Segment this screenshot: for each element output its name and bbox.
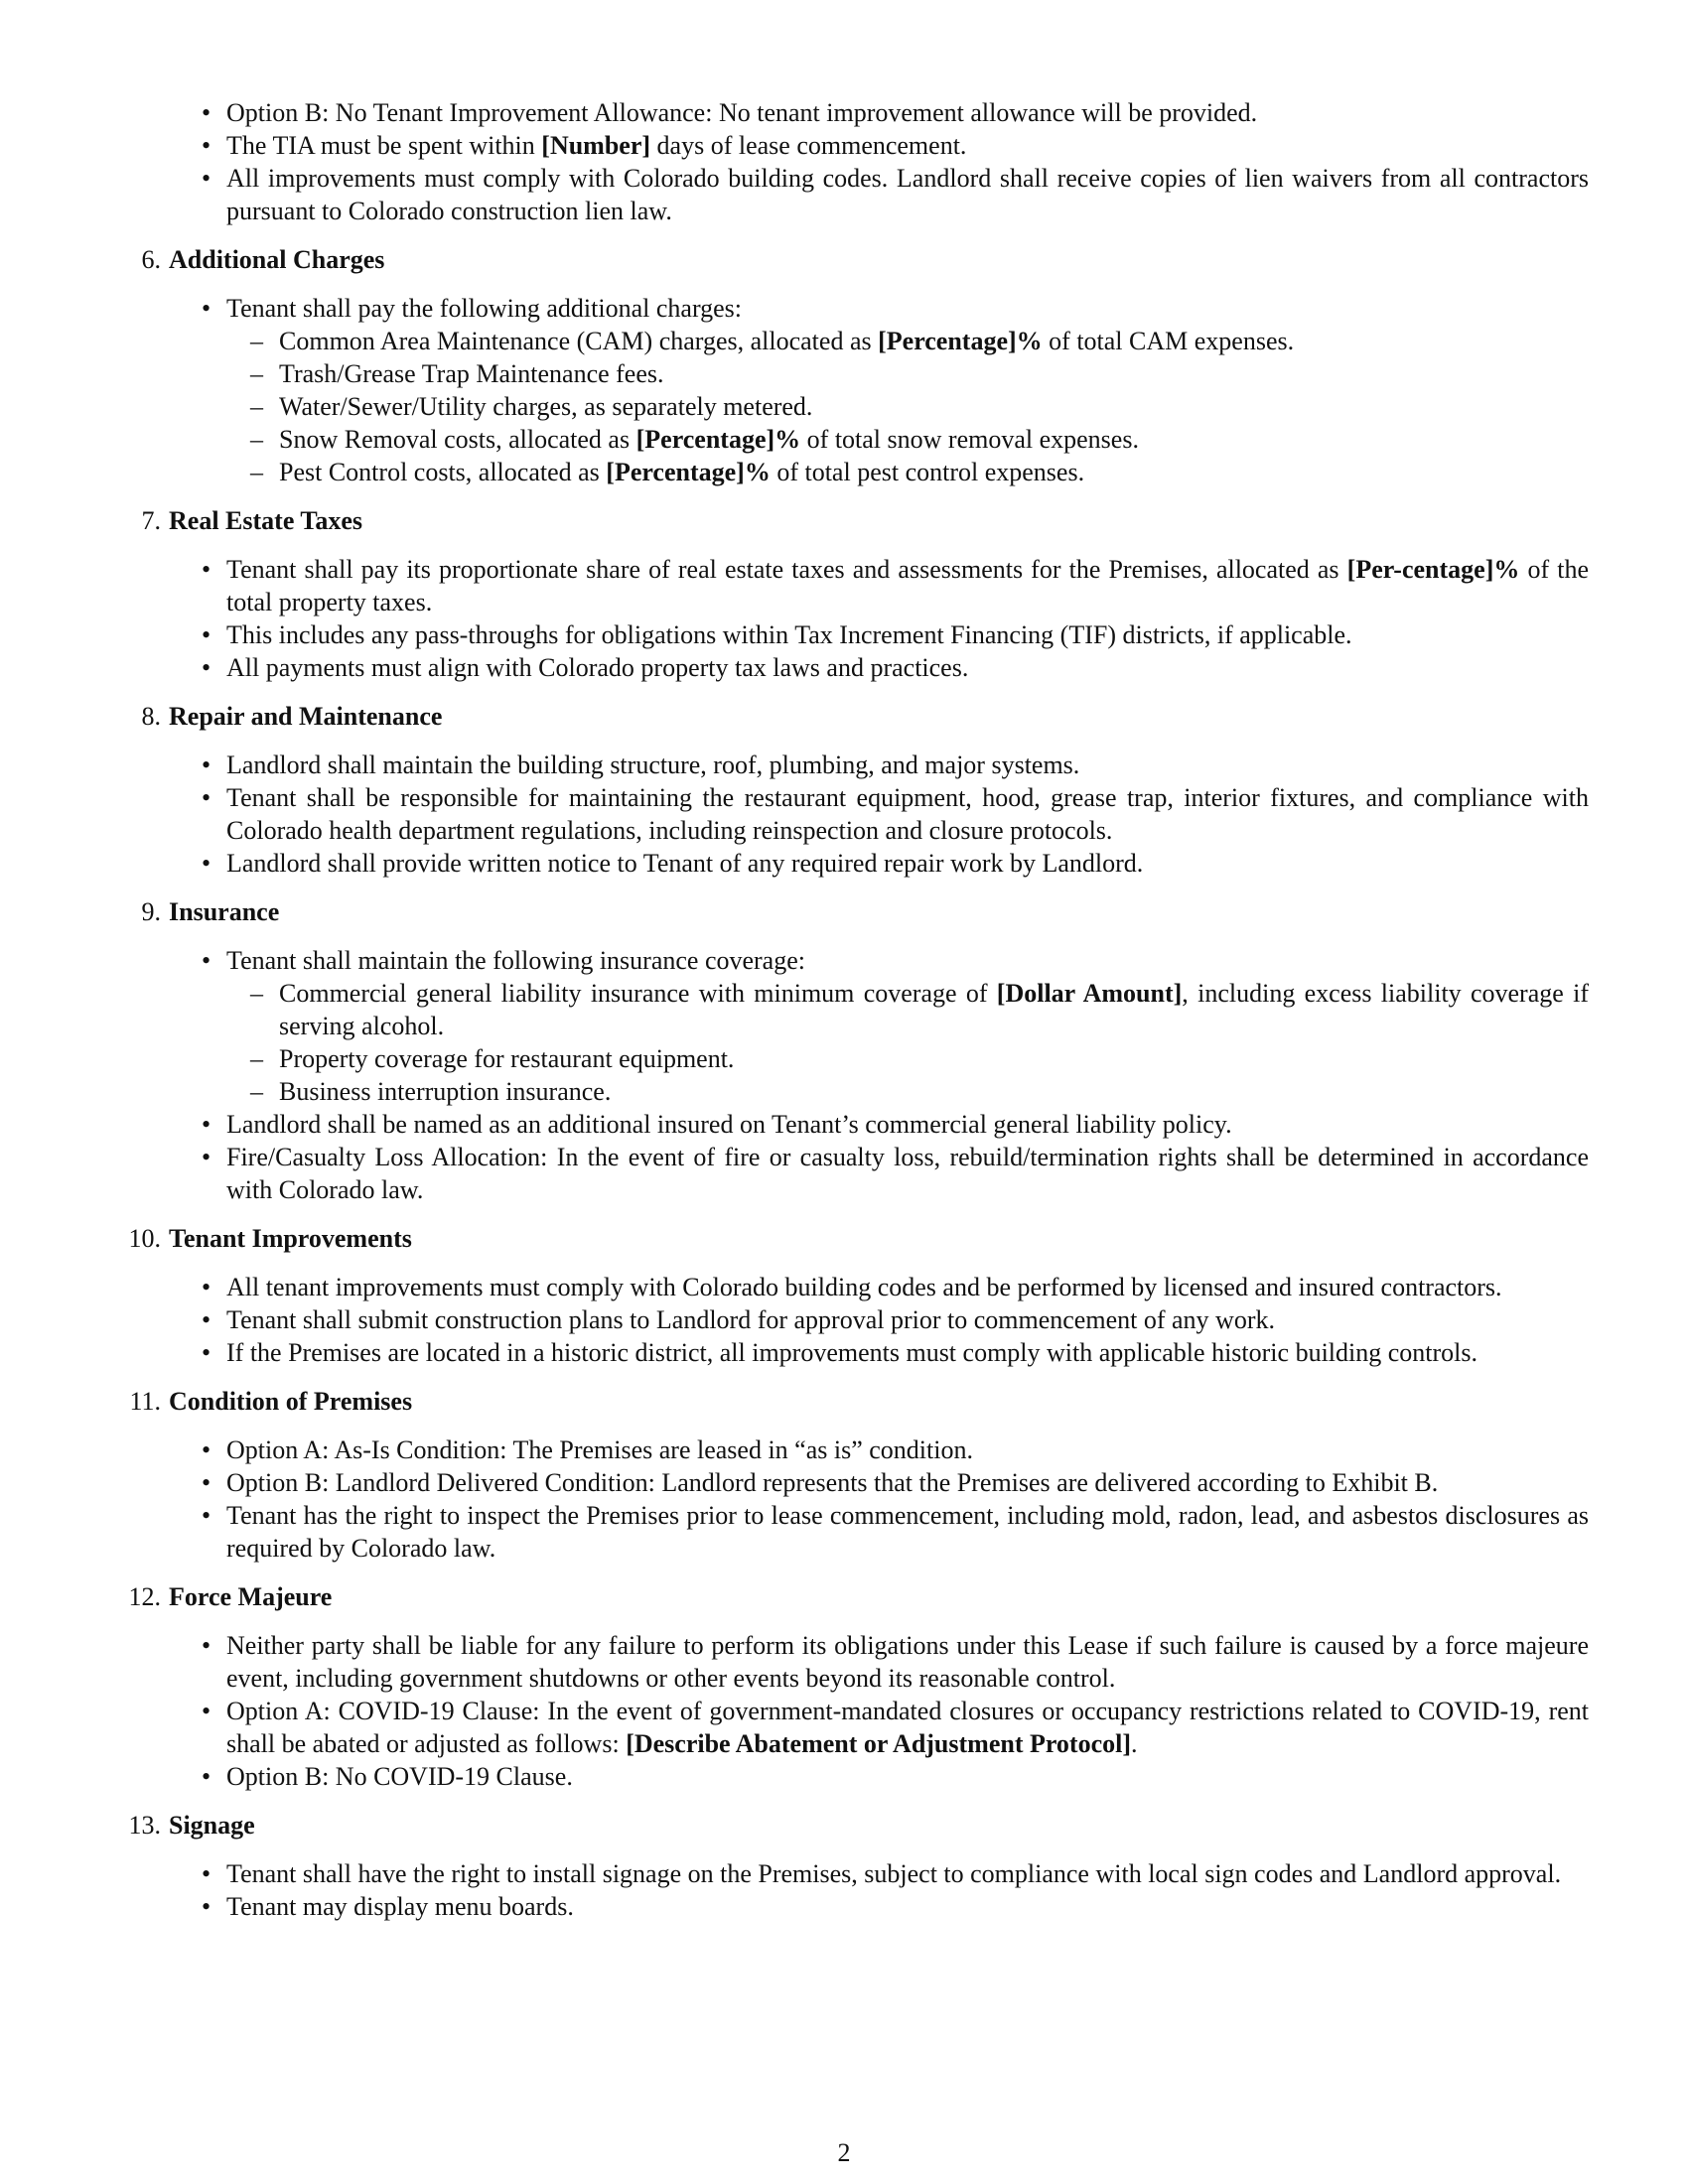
section-title: Insurance bbox=[169, 897, 280, 926]
section-heading bbox=[128, 1809, 1589, 1842]
list-item: • Neither party shall be liable for any failure to perform its obligations under this Lease if such failure is caused by a force majeure event, including government shutdowns or other events beyond its reasonable control. bbox=[139, 1629, 1589, 1695]
placeholder-field: [Per-centage]% bbox=[1346, 555, 1520, 584]
list-item: • Option B: Landlord Delivered Condition: Landlord represents that the Premises are delivered according to Exhibit B. bbox=[139, 1466, 1589, 1499]
text-segment: days of lease commencement. bbox=[650, 131, 967, 160]
placeholder-field: [Percentage]% bbox=[606, 458, 771, 486]
section-number: 7. bbox=[141, 506, 161, 535]
section-title: Additional Charges bbox=[169, 245, 385, 274]
text-segment: of total pest control expenses. bbox=[770, 458, 1085, 486]
section-title: Tenant Improvements bbox=[169, 1224, 412, 1253]
placeholder-field: [Describe Abatement or Adjustment Protocol] bbox=[626, 1729, 1132, 1758]
list-item: • Landlord shall maintain the building structure, roof, plumbing, and major systems. bbox=[139, 749, 1589, 781]
list-item: • Option B: No COVID-19 Clause. bbox=[139, 1760, 1589, 1793]
text-segment: Tenant shall pay its proportionate share of real estate taxes and assessments for the Premises, allocated as bbox=[226, 555, 1347, 584]
section-number: 10. bbox=[128, 1224, 161, 1253]
section-title: Real Estate Taxes bbox=[169, 506, 362, 535]
section-title: Signage bbox=[169, 1811, 255, 1840]
placeholder-field: [Percentage]% bbox=[878, 327, 1043, 355]
text-segment: of total snow removal expenses. bbox=[800, 425, 1139, 454]
list-item: • This includes any pass-throughs for obligations within Tax Increment Financing (TIF) districts, if applicable. bbox=[139, 618, 1589, 651]
section-number: 6. bbox=[141, 245, 161, 274]
text-segment: , including excess liability coverage if serving alcohol. bbox=[279, 979, 1589, 1040]
text-segment: The TIA must be spent within bbox=[226, 131, 542, 160]
section-number: 12. bbox=[128, 1582, 161, 1611]
list-item: • Landlord shall provide written notice to Tenant of any required repair work by Landlord. bbox=[139, 847, 1589, 880]
list-item: • Tenant has the right to inspect the Premises prior to lease commencement, including mold, radon, lead, and asbestos disclosures as required by Colorado law. bbox=[139, 1499, 1589, 1565]
section-number: 13. bbox=[128, 1811, 161, 1840]
section-heading bbox=[128, 1580, 1589, 1613]
section-number: 8. bbox=[141, 702, 161, 731]
section-heading bbox=[128, 1222, 1589, 1255]
text-segment: Snow Removal costs, allocated as bbox=[279, 425, 636, 454]
section-number: 9. bbox=[141, 897, 161, 926]
list-item: • Tenant shall submit construction plans to Landlord for approval prior to commencement of any work. bbox=[139, 1303, 1589, 1336]
section-heading bbox=[139, 700, 1589, 733]
sub-list-item bbox=[139, 456, 1589, 488]
list-item bbox=[139, 129, 1589, 162]
sub-list-item: – Business interruption insurance. bbox=[139, 1075, 1589, 1108]
section-title: Force Majeure bbox=[169, 1582, 333, 1611]
list-item: • All improvements must comply with Colorado building codes. Landlord shall receive copies of lien waivers from all contractors pursuant to Colorado construction lien law. bbox=[139, 162, 1589, 227]
section-title: Condition of Premises bbox=[169, 1387, 413, 1416]
placeholder-field: [Percentage]% bbox=[635, 425, 801, 454]
section-number: 11. bbox=[129, 1387, 161, 1416]
sub-list-item bbox=[139, 423, 1589, 456]
list-item: • All tenant improvements must comply with Colorado building codes and be performed by licensed and insured contractors. bbox=[139, 1271, 1589, 1303]
section-heading bbox=[139, 243, 1589, 276]
list-item: • Tenant shall pay the following additional charges: bbox=[139, 292, 1589, 325]
sub-list-item: – Property coverage for restaurant equipment. bbox=[139, 1042, 1589, 1075]
list-item bbox=[139, 1695, 1589, 1760]
list-item: • Landlord shall be named as an additional insured on Tenant’s commercial general liability policy. bbox=[139, 1108, 1589, 1141]
list-item: • Tenant shall be responsible for maintaining the restaurant equipment, hood, grease trap, interior fixtures, and compliance with Colorado health department regulations, including reinspection and closure protocols. bbox=[139, 781, 1589, 847]
text-segment: Pest Control costs, allocated as bbox=[279, 458, 607, 486]
sub-list-item: – Trash/Grease Trap Maintenance fees. bbox=[139, 357, 1589, 390]
list-item: • If the Premises are located in a historic district, all improvements must comply with applicable historic building controls. bbox=[139, 1336, 1589, 1369]
sub-list-item: – Water/Sewer/Utility charges, as separately metered. bbox=[139, 390, 1589, 423]
text-segment: of the total property taxes. bbox=[226, 555, 1590, 616]
text-segment: of total CAM expenses. bbox=[1042, 327, 1295, 355]
list-item: • Tenant shall have the right to install signage on the Premises, subject to compliance with local sign codes and Landlord approval. bbox=[139, 1857, 1589, 1890]
text-segment: . bbox=[1131, 1729, 1138, 1758]
list-item: • Fire/Casualty Loss Allocation: In the event of fire or casualty loss, rebuild/termination rights shall be determined in accordance with Colorado law. bbox=[139, 1141, 1589, 1206]
text-segment: Commercial general liability insurance with minimum coverage of bbox=[279, 979, 997, 1008]
section-heading bbox=[129, 1385, 1589, 1418]
placeholder-field: [Number] bbox=[541, 131, 651, 160]
list-item: • Tenant shall maintain the following insurance coverage: bbox=[139, 944, 1589, 977]
list-item bbox=[139, 553, 1589, 618]
text-segment: Common Area Maintenance (CAM) charges, allocated as bbox=[279, 327, 879, 355]
page-number: 2 bbox=[837, 2138, 851, 2167]
list-item: • Option A: As-Is Condition: The Premises are leased in “as is” condition. bbox=[139, 1433, 1589, 1466]
sub-list-item bbox=[139, 977, 1589, 1042]
section-heading bbox=[139, 895, 1589, 928]
section-title: Repair and Maintenance bbox=[169, 702, 443, 731]
list-item: • All payments must align with Colorado property tax laws and practices. bbox=[139, 651, 1589, 684]
placeholder-field: [Dollar Amount] bbox=[996, 979, 1183, 1008]
sub-list-item bbox=[139, 325, 1589, 357]
section-heading bbox=[139, 504, 1589, 537]
text-segment: Option A: COVID-19 Clause: In the event of government-mandated closures or occupancy restrictions related to COVID-19, rent shall be abated or adjusted as follows: bbox=[226, 1697, 1589, 1758]
list-item: • Option B: No Tenant Improvement Allowance: No tenant improvement allowance will be provided. bbox=[139, 96, 1589, 129]
lease-body bbox=[128, 96, 1590, 1923]
list-item: • Tenant may display menu boards. bbox=[139, 1890, 1589, 1923]
